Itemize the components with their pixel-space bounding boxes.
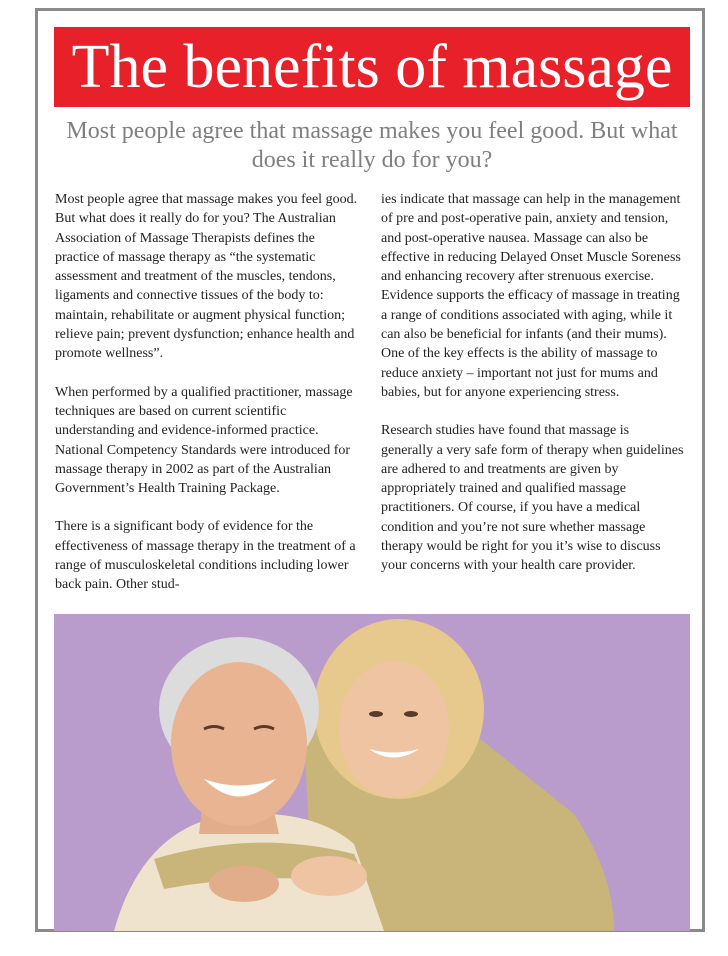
paragraph: ies indicate that massage can help in the management of pre and post-operative pain, anxiety and tension, and post-operative nausea. Massage can also be effective in reducing Delayed Onset Muscle Soreness and enhancing recovery after strenuous exercise. Evidence supports the efficacy of massage in treating a range of conditions associated with aging, while it can also be beneficial for infants (and their mums). One of the key effects is the ability of massage to reduce anxiety – important not just for mums and babies, but for anyone experiencing stress. xyxy=(381,192,681,400)
paragraph: Most people agree that massage makes you feel good. But what does it really do for you? The Australian Association of Massage Therapists defines the practice of massage therapy as “the systematic assessment and treatment of the muscles, tendons, ligaments and connective tissues of the body to: maintain, rehabilitate or augment physical function; relieve pain; prevent dysfunction; enhance health and promote wellness”. xyxy=(55,192,358,362)
paragraph: There is a significant body of evidence for the effectiveness of massage therapy in the treatment of a range of musculoskeletal conditions including lower back pain. Other stud- xyxy=(55,519,356,593)
text-column-right xyxy=(381,190,684,595)
paragraph: When performed by a qualified practitioner, massage techniques are based on current scientific understanding and evidence-informed practice. National Competency Standards were introduced for massage therapy in 2002 as part of the Australian Government’s Health Training Package. xyxy=(55,384,353,497)
article-title: The benefits of massage xyxy=(71,33,673,101)
article-subtitle: Most people agree that massage makes you feel good. But what does it really do for you? xyxy=(66,118,678,173)
couple-photo xyxy=(54,614,690,931)
title-banner xyxy=(54,27,690,107)
paragraph: Research studies have found that massage is generally a very safe form of therapy when guidelines are adhered to and treatments are given by appropriately trained and qualified massage practitioners. Of course, if you have a medical condition and you’re not sure whether massage therapy would be right for you it’s wise to discuss your concerns with your health care provider. xyxy=(381,423,684,574)
text-column-left xyxy=(55,190,358,614)
couple-illustration xyxy=(54,614,690,931)
